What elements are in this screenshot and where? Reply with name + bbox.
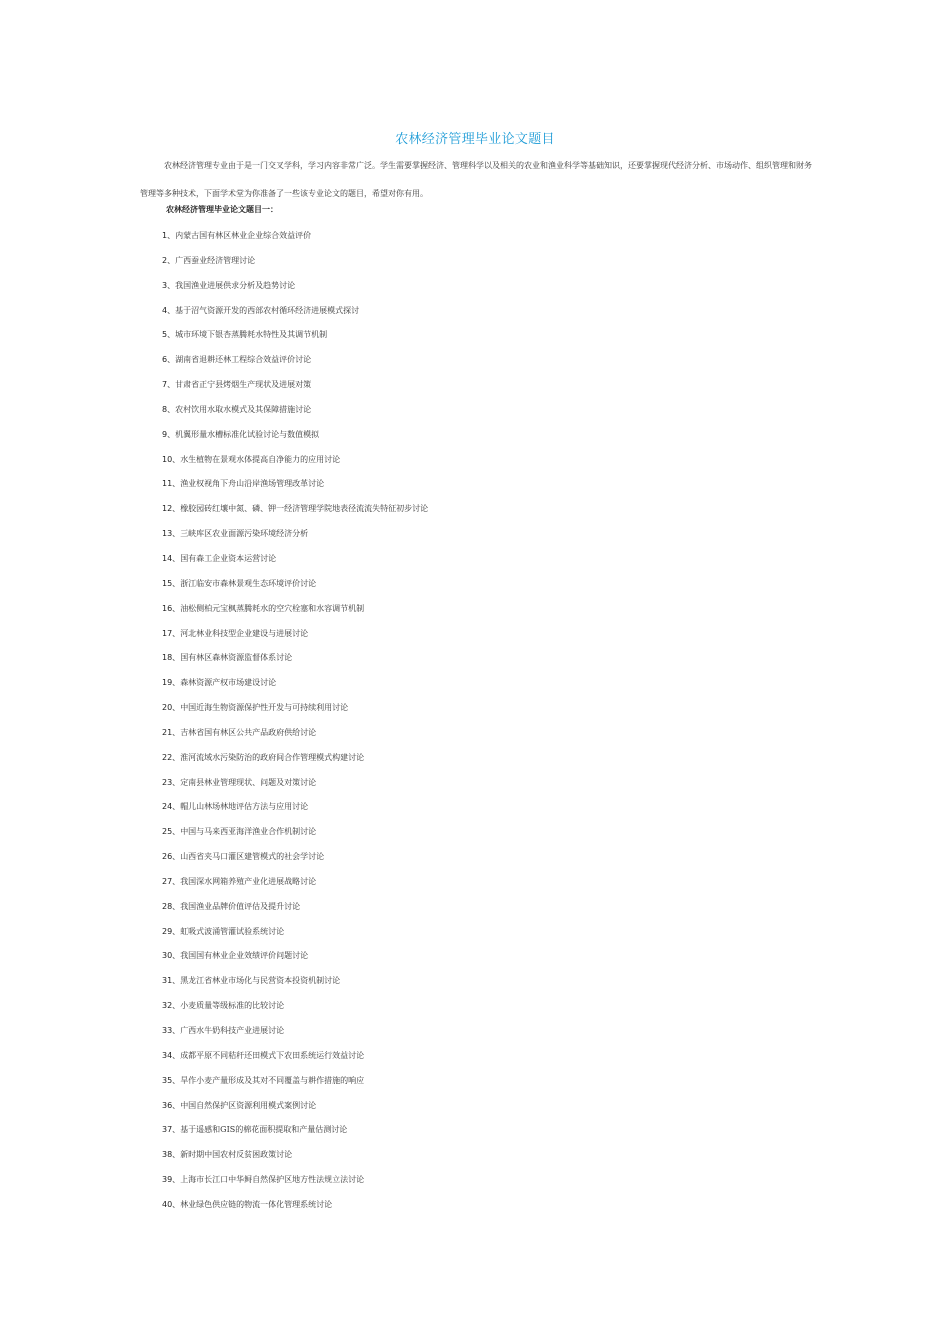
topic-title: 油松侧柏元宝枫蒸腾耗水的空穴栓塞和水容调节机制 (180, 603, 365, 613)
list-item (162, 228, 428, 253)
list-item (162, 576, 428, 601)
topic-title: 国有林区森林资源监督体系讨论 (180, 653, 293, 663)
list-item (162, 1048, 428, 1073)
topic-title: 渔业权视角下舟山沿岸渔场管理改革讨论 (180, 479, 325, 489)
topic-number: 25、 (162, 827, 181, 837)
topic-number: 10、 (162, 454, 181, 464)
topic-number: 20、 (162, 703, 181, 713)
topic-number: 8、 (162, 404, 176, 414)
topic-title: 甘肃省正宁县烤烟生产现状及进展对策 (175, 380, 312, 390)
topic-title: 帽儿山林场林地评估方法与应用讨论 (180, 802, 309, 812)
list-item (162, 799, 428, 824)
list-item (162, 973, 428, 998)
topic-title: 林业绿色供应链的物流一体化管理系统讨论 (180, 1199, 333, 1209)
topic-title: 基于沼气资源开发的西部农村循环经济进展模式探讨 (175, 305, 360, 315)
topic-number: 21、 (162, 727, 181, 737)
list-item (162, 501, 428, 526)
section-heading: 农林经济管理毕业论文题目一： (166, 205, 278, 214)
list-item (162, 874, 428, 899)
list-item (162, 750, 428, 775)
topic-number: 17、 (162, 628, 181, 638)
list-item (162, 601, 428, 626)
topic-title: 虹吸式波涌管灌试验系统讨论 (180, 926, 285, 936)
document-title: 农林经济管理毕业论文题目 (395, 132, 555, 147)
list-item (162, 998, 428, 1023)
topic-title: 中国自然保护区资源利用模式案例讨论 (180, 1100, 317, 1110)
list-item (162, 775, 428, 800)
topic-title: 农村饮用水取水模式及其保障措施讨论 (175, 404, 312, 414)
list-item (162, 476, 428, 501)
topic-title: 小麦质量等级标准的比较讨论 (180, 1001, 285, 1011)
topic-number: 14、 (162, 553, 181, 563)
topic-title: 淮河流域水污染防治的政府间合作管理模式构建讨论 (180, 752, 365, 762)
topic-number: 6、 (162, 355, 176, 365)
topic-title: 我国国有林业企业效绩评价问题讨论 (180, 951, 309, 961)
topic-number: 1、 (162, 231, 176, 240)
topic-number: 22、 (162, 752, 181, 762)
topic-title: 森林资源产权市场建设讨论 (180, 678, 277, 688)
topic-number: 40、 (162, 1199, 181, 1209)
list-item (162, 1122, 428, 1147)
topic-number: 19、 (162, 678, 181, 688)
topic-title: 三峡库区农业面源污染环境经济分析 (180, 529, 309, 539)
list-item (162, 1098, 428, 1123)
list-item (162, 377, 428, 402)
topic-number: 31、 (162, 976, 181, 986)
list-item (162, 352, 428, 377)
topic-number: 2、 (162, 255, 176, 265)
list-item (162, 899, 428, 924)
topic-number: 28、 (162, 901, 181, 911)
list-item (162, 1073, 428, 1098)
list-item (162, 253, 428, 278)
list-item (162, 278, 428, 303)
topic-number: 18、 (162, 653, 181, 663)
topic-number: 37、 (162, 1125, 181, 1135)
topic-title: 旱作小麦产量形成及其对不同覆盖与耕作措施的响应 (180, 1075, 365, 1085)
list-item (162, 948, 428, 973)
topic-number: 5、 (162, 330, 176, 340)
topic-title: 山西省夹马口灌区建管模式的社会学讨论 (180, 852, 325, 862)
topic-title: 新时期中国农村反贫困政策讨论 (180, 1150, 293, 1160)
topic-title: 中国近海生物资源保护性开发与可持续利用讨论 (180, 703, 349, 713)
list-item (162, 1197, 428, 1222)
topic-number: 35、 (162, 1075, 181, 1085)
list-item (162, 452, 428, 477)
topic-title: 橡胶园砖红壤中氮、磷、钾一经济管理学院地表径流流失特征初步讨论 (180, 504, 429, 514)
topic-title: 水生植物在景观水体提高自净能力的应用讨论 (180, 454, 341, 464)
list-item (162, 650, 428, 675)
list-item (162, 526, 428, 551)
topic-title: 我国渔业进展供求分析及趋势讨论 (175, 280, 296, 290)
topic-number: 15、 (162, 578, 181, 588)
topic-list (162, 228, 428, 1222)
list-item (162, 700, 428, 725)
topic-number: 29、 (162, 926, 181, 936)
topic-number: 27、 (162, 876, 181, 886)
topic-title: 河北林业科技型企业建设与进展讨论 (180, 628, 309, 638)
intro-paragraph: 农林经济管理专业由于是一门交叉学科，学习内容非常广泛。学生需要掌握经济、管理科学以及相关的农业和渔业科学等基础知识，还要掌握现代经济分析、市场动作、组织管理和财务管理等多种技术，下面学术堂为你准备了一些该专业论文的题目，希望对你有用。 (140, 161, 812, 198)
list-item (162, 725, 428, 750)
topic-number: 12、 (162, 504, 181, 514)
topic-number: 39、 (162, 1175, 181, 1185)
list-item (162, 626, 428, 651)
topic-title: 基于遥感和GIS的棉花面积提取和产量估测讨论 (180, 1125, 348, 1135)
topic-number: 30、 (162, 951, 181, 961)
list-item (162, 427, 428, 452)
topic-title: 中国与马来西亚海洋渔业合作机制讨论 (180, 827, 317, 837)
topic-number: 32、 (162, 1001, 181, 1011)
list-item (162, 303, 428, 328)
topic-number: 23、 (162, 777, 181, 787)
topic-number: 33、 (162, 1026, 181, 1035)
topic-title: 黑龙江省林业市场化与民营资本投资机制讨论 (180, 976, 341, 986)
list-item (162, 824, 428, 849)
topic-number: 38、 (162, 1150, 181, 1160)
topic-title: 上海市长江口中华鲟自然保护区地方性法规立法讨论 (180, 1175, 365, 1185)
topic-number: 3、 (162, 280, 176, 290)
topic-number: 4、 (162, 305, 176, 315)
list-item (162, 327, 428, 352)
topic-title: 成都平原不同秸秆还田模式下农田系统运行效益讨论 (180, 1050, 365, 1060)
topic-number: 11、 (162, 479, 181, 489)
list-item (162, 675, 428, 700)
topic-title: 内蒙古国有林区林业企业综合效益评价 (175, 231, 312, 240)
topic-title: 机翼形量水槽标准化试验讨论与数值模拟 (175, 429, 320, 439)
list-item (162, 402, 428, 427)
list-item (162, 1023, 428, 1048)
topic-title: 我国渔业品牌价值评估及提升讨论 (180, 901, 301, 911)
topic-title: 定南县林业管理现状、问题及对策讨论 (180, 777, 317, 787)
list-item (162, 1172, 428, 1197)
topic-number: 34、 (162, 1050, 181, 1060)
list-item (162, 1147, 428, 1172)
topic-title: 广西蚕业经济管理讨论 (175, 255, 256, 265)
topic-title: 我国深水网箱养殖产业化进展战略讨论 (180, 876, 317, 886)
topic-number: 26、 (162, 852, 181, 862)
topic-number: 7、 (162, 380, 176, 390)
topic-title: 浙江临安市森林景观生态环境评价讨论 (180, 578, 317, 588)
topic-number: 13、 (162, 529, 181, 539)
topic-number: 36、 (162, 1100, 181, 1110)
list-item (162, 849, 428, 874)
topic-number: 16、 (162, 603, 181, 613)
topic-number: 9、 (162, 429, 176, 439)
topic-title: 吉林省国有林区公共产品政府供给讨论 (180, 727, 317, 737)
list-item (162, 924, 428, 949)
topic-title: 城市环境下银杏蒸腾耗水特性及其调节机制 (175, 330, 328, 340)
topic-title: 广西水牛奶科技产业进展讨论 (180, 1026, 285, 1035)
topic-number: 24、 (162, 802, 181, 812)
topic-title: 国有森工企业资本运营讨论 (180, 553, 277, 563)
list-item (162, 551, 428, 576)
topic-title: 湖南省退耕还林工程综合效益评价讨论 (175, 355, 312, 365)
